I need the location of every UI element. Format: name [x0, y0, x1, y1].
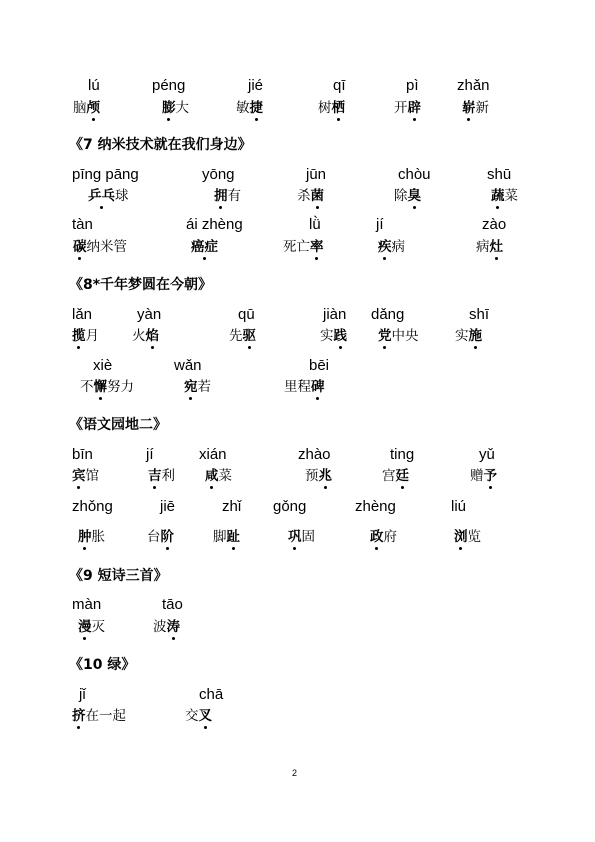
word-row — [0, 466, 595, 488]
section-title: 《语文园地二》 — [69, 417, 167, 433]
pinyin-row — [0, 446, 595, 468]
word: 实践 — [320, 328, 347, 344]
page-number: 2 — [292, 768, 298, 778]
pinyin: ting — [390, 446, 415, 463]
word: 先驱 — [229, 328, 256, 344]
pinyin-row — [0, 216, 595, 238]
pinyin: qū — [238, 306, 255, 323]
word: 脚趾 — [213, 529, 240, 545]
word: 脑颅 — [73, 100, 100, 116]
word-row — [0, 98, 595, 120]
pinyin: lǜ — [309, 216, 321, 233]
word: 宫廷 — [382, 468, 409, 484]
pinyin: xiè — [93, 357, 113, 374]
pinyin: zhào — [298, 446, 331, 463]
word: 咸菜 — [205, 468, 232, 484]
word: 巩固 — [288, 529, 315, 545]
word: 政府 — [370, 529, 397, 545]
word: 崭新 — [462, 100, 489, 116]
pinyin-row — [0, 357, 595, 379]
pinyin: jí — [146, 446, 154, 463]
word: 疾病 — [378, 239, 405, 255]
pinyin: yǔ — [479, 446, 495, 463]
word: 党中央 — [378, 328, 419, 344]
word: 蔬菜 — [491, 188, 518, 204]
pinyin: péng — [152, 77, 186, 94]
word: 赠予 — [470, 468, 497, 484]
word: 开辟 — [394, 100, 421, 116]
pinyin: lǎn — [72, 306, 93, 323]
section-title: 《7 纳米技术就在我们身边》 — [69, 137, 252, 153]
section-title: 《10 绿》 — [69, 657, 136, 673]
pinyin: màn — [72, 596, 102, 613]
word: 吉利 — [148, 468, 175, 484]
word: 膨大 — [162, 100, 189, 116]
pinyin: bēi — [309, 357, 330, 374]
word-row — [0, 617, 595, 639]
word: 乒乓球 — [88, 188, 129, 204]
word: 实施 — [455, 328, 482, 344]
section-title: 《9 短诗三首》 — [69, 568, 168, 584]
pinyin: jié — [248, 77, 264, 94]
pinyin: zhǐ — [222, 498, 242, 515]
pinyin: shī — [469, 306, 490, 323]
pinyin: wǎn — [174, 357, 202, 374]
word: 火焰 — [132, 328, 159, 344]
word: 病灶 — [476, 239, 503, 255]
pinyin: gǒng — [273, 498, 307, 515]
section-title: 《8*千年梦圆在今朝》 — [69, 277, 213, 293]
pinyin-row — [0, 166, 595, 188]
word: 肿胀 — [78, 529, 105, 545]
word: 挤在一起 — [72, 708, 126, 724]
pinyin: chā — [199, 686, 224, 703]
word-row — [0, 377, 595, 399]
pinyin: qī — [333, 77, 346, 94]
word: 漫灭 — [78, 619, 105, 635]
pinyin: pì — [406, 77, 419, 94]
pinyin: zhǎn — [457, 77, 490, 94]
word-row — [0, 326, 595, 348]
word: 波涛 — [153, 619, 180, 635]
word-row — [0, 237, 595, 259]
word: 揽月 — [72, 328, 99, 344]
pinyin: xián — [199, 446, 227, 463]
word-row — [0, 706, 595, 728]
word: 不懈努力 — [80, 379, 134, 395]
word: 敏捷 — [236, 100, 263, 116]
pinyin: shū — [487, 166, 512, 183]
pinyin-row — [0, 686, 595, 708]
word: 除臭 — [394, 188, 421, 204]
pinyin: zhèng — [355, 498, 396, 515]
word: 台阶 — [147, 529, 174, 545]
pinyin: jūn — [306, 166, 327, 183]
pinyin: pīng pāng — [72, 166, 139, 183]
pinyin-row — [0, 306, 595, 328]
word: 预兆 — [305, 468, 332, 484]
pinyin: liú — [451, 498, 467, 515]
pinyin: bīn — [72, 446, 93, 463]
word-row — [0, 527, 595, 549]
pinyin: dǎng — [371, 306, 405, 323]
pinyin: jí — [376, 216, 384, 233]
word-row — [0, 186, 595, 208]
pinyin-row — [0, 498, 595, 520]
word: 树栖 — [318, 100, 345, 116]
pinyin-row — [0, 77, 595, 99]
pinyin: jiē — [160, 498, 176, 515]
pinyin: jiàn — [323, 306, 347, 323]
pinyin: yōng — [202, 166, 235, 183]
pinyin: jǐ — [79, 686, 86, 703]
pinyin: tàn — [72, 216, 93, 233]
word: 碳纳米管 — [73, 239, 127, 255]
word: 癌症 — [191, 239, 218, 255]
word: 宛若 — [184, 379, 211, 395]
pinyin: zhǒng — [72, 498, 113, 515]
word: 交叉 — [185, 708, 212, 724]
word: 杀菌 — [297, 188, 324, 204]
pinyin: lú — [88, 77, 100, 94]
pinyin: tāo — [162, 596, 183, 613]
pinyin-row — [0, 596, 595, 618]
pinyin: chòu — [398, 166, 431, 183]
word: 宾馆 — [72, 468, 99, 484]
word: 里程碑 — [284, 379, 325, 395]
word: 拥有 — [214, 188, 241, 204]
pinyin: zào — [482, 216, 507, 233]
pinyin: yàn — [137, 306, 162, 323]
pinyin: ái zhèng — [186, 216, 243, 233]
word: 浏览 — [454, 529, 481, 545]
word: 死亡率 — [283, 239, 324, 255]
